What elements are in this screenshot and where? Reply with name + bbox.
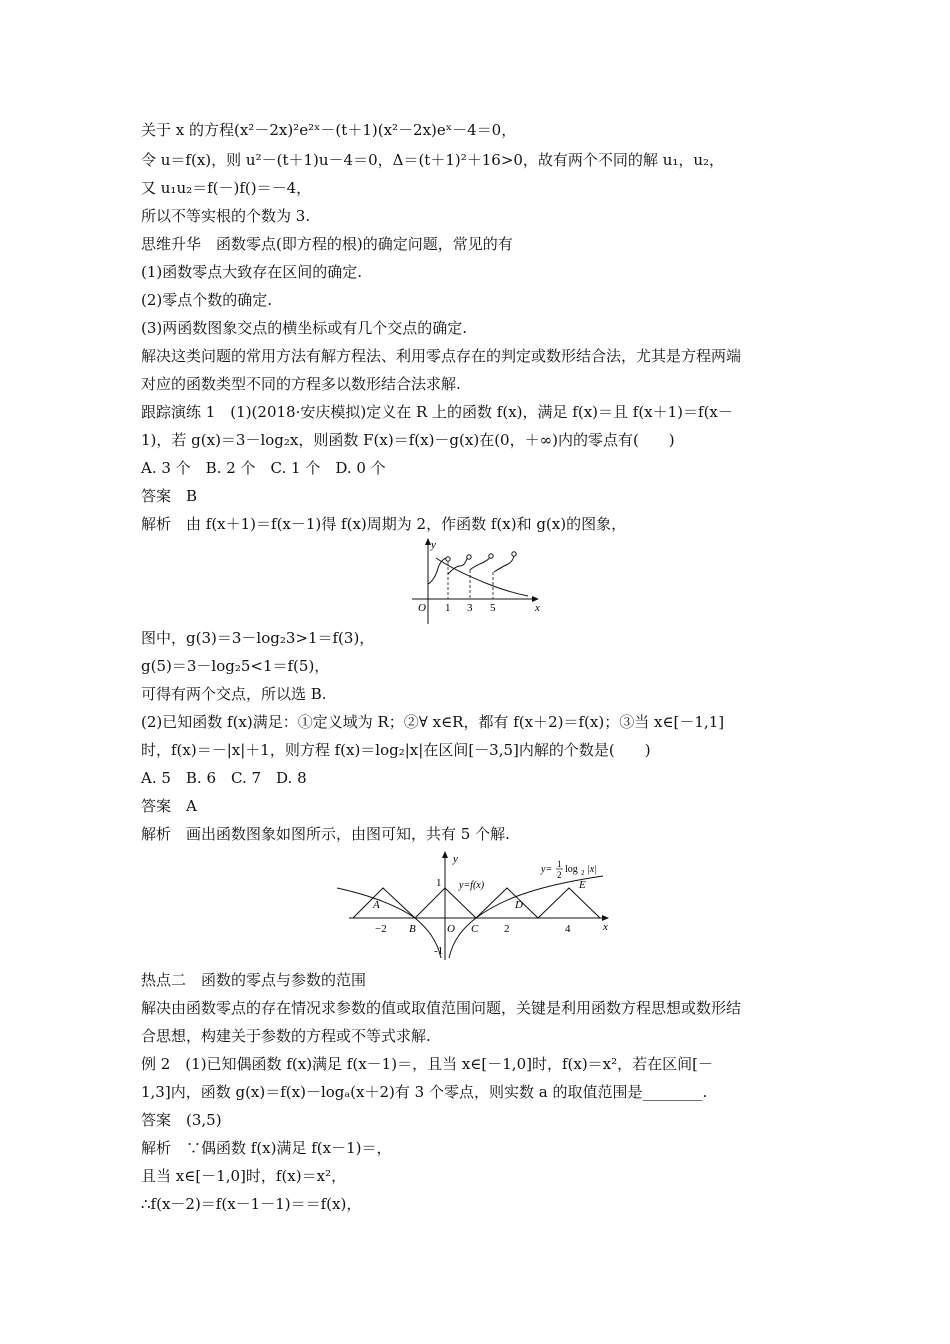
tick-label: 1: [445, 602, 451, 614]
text-line: 令 u＝f(x)，则 u²－(t＋1)u－4＝0，Δ＝(t＋1)²＋16>0，故有两个不同的解 u₁，u₂，: [141, 151, 725, 169]
text-line: 图中，g(3)＝3－log₂3>1＝f(3)，: [141, 629, 375, 647]
figure-log-graph: [335, 848, 617, 962]
point-label: C: [471, 923, 479, 935]
answer-line: 答案 B: [141, 487, 198, 505]
problem-line: 例 2 (1)已知偶函数 f(x)满足 f(x－1)＝，且当 x∈[－1,0]时，f(x)＝x²，若在区间[－: [141, 1055, 714, 1073]
tick-label: -1: [434, 945, 444, 957]
text-line: (1)函数零点大致存在区间的确定.: [141, 263, 363, 281]
figure-periodic-graph: [408, 536, 544, 626]
section-heading: 热点二 函数的零点与参数的范围: [141, 971, 367, 989]
problem-line: 1)，若 g(x)＝3－log₂x，则函数 F(x)＝f(x)－g(x)在(0，＋∞)内的零点有( ): [141, 431, 675, 449]
section-heading: 思维升华 函数零点(即方程的根)的确定问题，常见的有: [141, 235, 513, 253]
origin-label: O: [418, 602, 426, 614]
text-line: 合思想，构建关于参数的方程或不等式求解.: [141, 1027, 431, 1045]
text-line: ∴f(x－2)＝f(x－1－1)＝＝f(x)，: [141, 1195, 362, 1213]
analysis-line: 解析 由 f(x＋1)＝f(x－1)得 f(x)周期为 2，作函数 f(x)和 g(x)的图象，: [141, 515, 627, 533]
curve-label-log-arg: |x|: [587, 864, 597, 875]
problem-line: 跟踪演练 1 (1)(2018·安庆模拟)定义在 R 上的函数 f(x)，满足 f(x)＝且 f(x＋1)＝f(x－: [141, 403, 733, 421]
text-line: g(5)＝3－log₂5<1＝f(5)，: [141, 657, 330, 675]
options-line: A. 5 B. 6 C. 7 D. 8: [141, 769, 307, 787]
point-label: D: [515, 899, 523, 911]
curve-label-log-fn: log: [565, 864, 578, 875]
tick-label: 1: [436, 877, 442, 889]
curve-label-fx: y=f(x): [459, 880, 485, 891]
problem-line: (2)已知函数 f(x)满足：①定义域为 R；②∀ x∈R，都有 f(x＋2)＝f(x)；③当 x∈[－1,1]: [141, 713, 725, 731]
text-line: 关于 x 的方程(x²－2x)²e²ˣ－(t＋1)(x²－2x)eˣ－4＝0，: [141, 121, 517, 139]
analysis-line: 解析 ∵偶函数 f(x)满足 f(x－1)＝，: [141, 1139, 392, 1157]
text-line: (3)两函数图象交点的横坐标或有几个交点的确定.: [141, 319, 468, 337]
text-line: 解决由函数零点的存在情况求参数的值或取值范围问题，关键是利用函数方程思想或数形结: [141, 999, 742, 1017]
text-line: 且当 x∈[－1,0]时，f(x)＝x²，: [141, 1167, 347, 1185]
analysis-line: 解析 画出函数图象如图所示，由图可知，共有 5 个解.: [141, 825, 510, 843]
answer-line: 答案 A: [141, 797, 197, 815]
text-line: 所以不等实根的个数为 3.: [141, 207, 311, 225]
curve-label-log-num: 1: [557, 859, 562, 869]
tick-label: −2: [375, 923, 387, 935]
y-axis-label: y: [453, 853, 458, 865]
text-line: 对应的函数类型不同的方程多以数形结合法求解.: [141, 375, 461, 393]
problem-line: 1,3]内，函数 g(x)＝f(x)－logₐ(x＋2)有 3 个零点，则实数 a 的取值范围是________.: [141, 1083, 708, 1101]
tick-label: 4: [565, 923, 571, 935]
point-label: A: [373, 899, 380, 911]
point-label: E: [579, 879, 586, 891]
point-label: B: [409, 923, 416, 935]
problem-line: 时，f(x)＝－|x|＋1，则方程 f(x)＝log₂|x|在区间[－3,5]内解的个数是( ): [141, 741, 651, 759]
origin-label: O: [447, 923, 455, 935]
text-line: 可得有两个交点，所以选 B.: [141, 685, 327, 703]
curve-label-log: y=: [541, 864, 553, 875]
text-line: 解决这类问题的常用方法有解方程法、利用零点存在的判定或数形结合法，尤其是方程两端: [141, 347, 742, 365]
tick-label: 5: [490, 602, 496, 614]
curve-label-log-den: 2: [557, 870, 562, 880]
tick-label: 3: [467, 602, 473, 614]
curve-label-log-base: 2: [581, 869, 585, 877]
text-line: 又 u₁u₂＝f(－)f()＝－4，: [141, 179, 312, 197]
x-axis-label: x: [535, 602, 540, 614]
options-line: A. 3 个 B. 2 个 C. 1 个 D. 0 个: [141, 459, 386, 477]
text-line: (2)零点个数的确定.: [141, 291, 273, 309]
answer-line: 答案 (3,5): [141, 1111, 222, 1129]
tick-label: 2: [504, 923, 510, 935]
y-axis-label: y: [431, 539, 436, 551]
x-axis-label: x: [603, 921, 608, 933]
